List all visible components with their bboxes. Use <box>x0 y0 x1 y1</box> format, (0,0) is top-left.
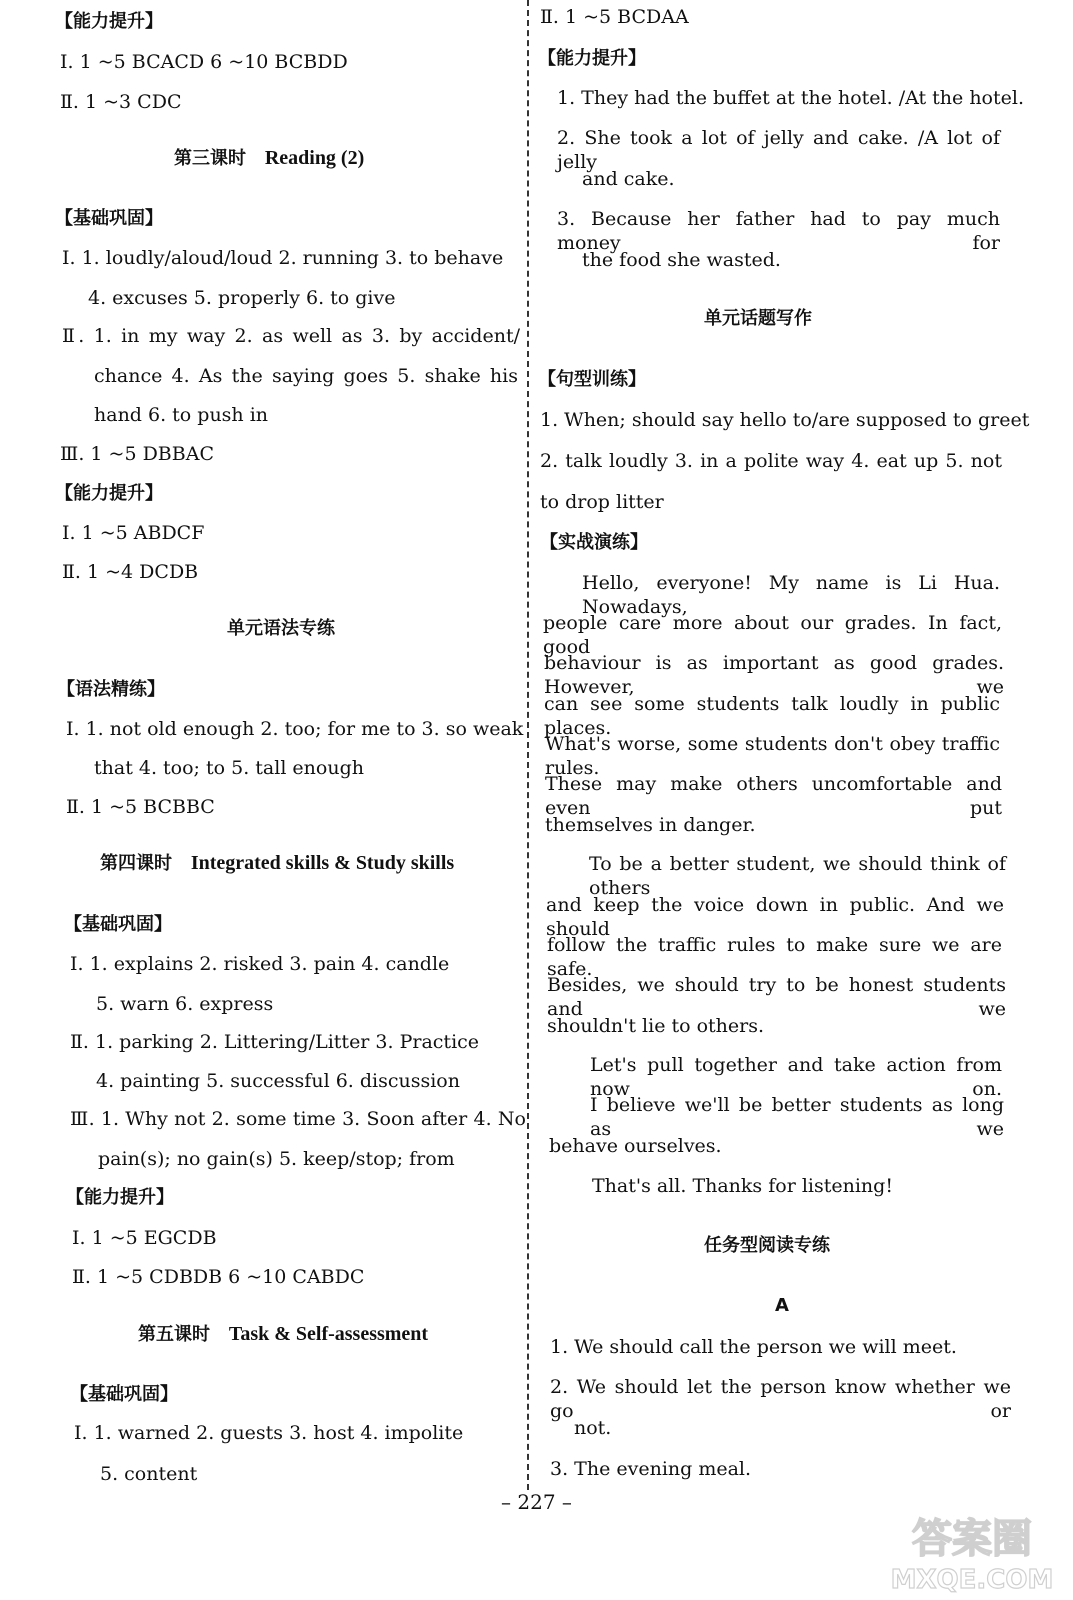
essay-line: follow the traffic rules to make sure we are safe. <box>547 934 1002 980</box>
answer-line: 4. excuses 5. properly 6. to give <box>88 287 396 309</box>
answer-line: Ⅰ. 1. warned 2. guests 3. host 4. impolite <box>74 1422 464 1444</box>
answer-line: pain(s); no gain(s) 5. keep/stop; from <box>98 1148 455 1170</box>
page-number: – 227 – <box>501 1490 572 1514</box>
watermark-text-cn: 答案圈 <box>912 1516 1032 1562</box>
unit-title: 任务型阅读专练 <box>704 1235 830 1256</box>
answer-line: Ⅰ. 1. not old enough 2. too; for me to 3. so weak <box>66 718 524 740</box>
answer-line: Ⅲ. 1 ~5 DBBAC <box>60 443 214 465</box>
answer-line: hand 6. to push in <box>94 404 269 426</box>
answer-line: Ⅰ. 1 ~5 ABDCF <box>62 522 205 544</box>
section-heading: 【实战演练】 <box>540 532 648 553</box>
essay-line: These may make others uncomfortable and even put <box>545 773 1002 819</box>
section-heading: 【基础巩固】 <box>55 208 163 229</box>
lesson-title <box>174 146 364 171</box>
answer-line: 2. talk loudly 3. in a polite way 4. eat up 5. not <box>540 450 1002 472</box>
answer-line: Ⅰ. 1. explains 2. risked 3. pain 4. candle <box>70 953 450 975</box>
section-heading: 【能力提升】 <box>55 483 163 504</box>
essay-line: To be a better student, we should think of others <box>589 853 1006 899</box>
section-heading: 【能力提升】 <box>66 1187 174 1208</box>
essay-line: That's all. Thanks for listening! <box>592 1175 893 1197</box>
answer-line: 1. They had the buffet at the hotel. /At the hotel. <box>557 87 1024 109</box>
answer-line: Ⅲ. 1. Why not 2. some time 3. Soon after 4. No <box>70 1108 526 1130</box>
answer-line: chance 4. As the saying goes 5. shake his <box>94 365 518 387</box>
lesson-title-cn: 第三课时 <box>174 148 246 169</box>
answer-line: 2. She took a lot of jelly and cake. /A lot of jelly <box>557 127 1000 173</box>
answer-line: 2. We should let the person know whether we go or <box>550 1376 1011 1422</box>
watermark-logo <box>880 1510 1065 1595</box>
answer-line: Ⅱ. 1 ~5 BCBBC <box>66 796 215 818</box>
watermark-text-en: MXQE.COM <box>890 1565 1054 1595</box>
answer-line: and cake. <box>582 168 675 190</box>
unit-title: 单元语法专练 <box>227 618 335 639</box>
essay-line: can see some students talk loudly in public places. <box>544 693 1000 739</box>
answer-line: the food she wasted. <box>582 249 781 271</box>
lesson-title-cn: 第四课时 <box>100 853 172 874</box>
section-heading: 【语法精练】 <box>57 679 165 700</box>
lesson-title <box>138 1322 428 1347</box>
passage-label: A <box>775 1295 789 1316</box>
answer-line: not. <box>574 1417 612 1439</box>
answer-line: 1. We should call the person we will meet. <box>550 1336 957 1358</box>
answer-line: Ⅱ. 1 ~4 DCDB <box>62 561 199 583</box>
lesson-title <box>100 851 454 876</box>
answer-line: 1. When; should say hello to/are supposed to greet <box>540 409 1030 431</box>
answer-line: 5. content <box>100 1463 198 1485</box>
answer-line: Ⅱ. 1. in my way 2. as well as 3. by accident/ <box>62 325 520 347</box>
answer-line: Ⅰ. 1 ~5 EGCDB <box>72 1227 217 1249</box>
essay-line: Besides, we should try to be honest students and we <box>547 974 1006 1020</box>
answer-line: Ⅰ. 1 ~5 BCACD 6 ~10 BCBDD <box>60 51 348 73</box>
lesson-title-en: Reading (2) <box>264 147 365 169</box>
lesson-title-cn: 第五课时 <box>138 1324 210 1345</box>
column-divider <box>527 0 529 1490</box>
essay-line: Let's pull together and take action from now on. <box>590 1054 1002 1100</box>
essay-line: behaviour is as important as good grades. However, we <box>544 652 1004 698</box>
answer-line: to drop litter <box>540 491 664 513</box>
answer-line: Ⅱ. 1 ~3 CDC <box>60 91 182 113</box>
essay-line: and keep the voice down in public. And we should <box>546 894 1004 940</box>
answer-line: Ⅱ. 1. parking 2. Littering/Litter 3. Practice <box>70 1031 480 1053</box>
section-heading: 【基础巩固】 <box>64 914 172 935</box>
answer-line: Ⅱ. 1 ~5 CDBDB 6 ~10 CABDC <box>72 1266 365 1288</box>
unit-title: 单元话题写作 <box>704 308 812 329</box>
answer-line: 3. The evening meal. <box>550 1458 752 1480</box>
answer-line: that 4. too; to 5. tall enough <box>94 757 364 779</box>
answer-line: 3. Because her father had to pay much money for <box>557 208 1000 254</box>
essay-line: behave ourselves. <box>549 1135 722 1157</box>
section-heading: 【基础巩固】 <box>70 1384 178 1405</box>
answer-line: Ⅰ. 1. loudly/aloud/loud 2. running 3. to behave <box>62 247 504 269</box>
lesson-title-en: Integrated skills & Study skills <box>190 852 455 874</box>
answer-line: 5. warn 6. express <box>96 993 274 1015</box>
essay-line: themselves in danger. <box>545 814 756 836</box>
section-heading: 【能力提升】 <box>538 48 646 69</box>
answer-line: Ⅱ. 1 ~5 BCDAA <box>540 6 689 28</box>
answer-line: 4. painting 5. successful 6. discussion <box>96 1070 460 1092</box>
essay-line: I believe we'll be better students as long as we <box>590 1094 1004 1140</box>
section-heading: 【能力提升】 <box>55 11 163 32</box>
section-heading: 【句型训练】 <box>538 369 646 390</box>
essay-line: shouldn't lie to others. <box>547 1015 765 1037</box>
essay-line: people care more about our grades. In fact, good <box>543 612 1002 658</box>
lesson-title-en: Task & Self-assessment <box>228 1323 429 1345</box>
essay-line: What's worse, some students don't obey traffic rules. <box>545 733 1000 779</box>
essay-line: Hello, everyone! My name is Li Hua. Nowadays, <box>582 572 1000 618</box>
